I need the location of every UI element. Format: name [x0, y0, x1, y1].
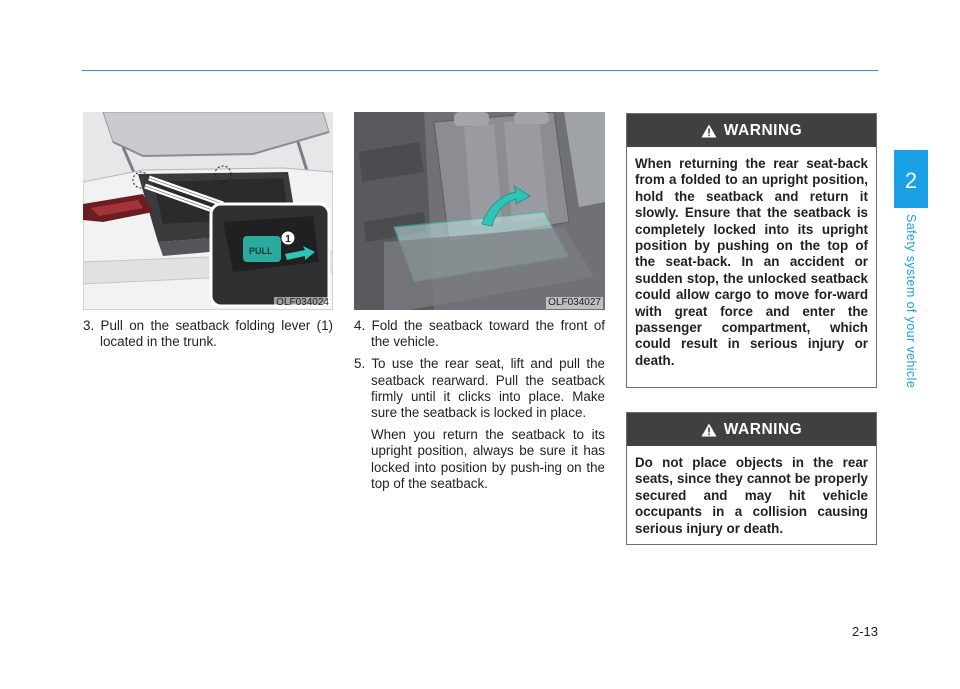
header-rule	[82, 70, 878, 71]
step-5: 5. To use the rear seat, lift and pull the seatback rearward. Pull the seatback firmly until it clicks into place. Make sure the seatback is locked in place.	[354, 356, 605, 421]
chapter-title: Safety system of your vehicle	[904, 214, 918, 389]
warning-triangle-icon	[701, 124, 717, 138]
step-4: 4. Fold the seatback toward the front of the vehicle.	[354, 318, 605, 350]
warning-text: Do not place objects in the rear seats, since they cannot be properly secured and may hit vehicle occupants in a collision causing serious injury or death.	[635, 455, 868, 536]
instructions-column-1	[83, 318, 333, 356]
warning-triangle-icon	[701, 423, 717, 437]
trunk-illustration	[83, 112, 333, 310]
step-5-note: When you return the seatback to its upright position, always be sure it has locked into position by push-ing on the top of the seatback.	[371, 427, 605, 491]
warning-box-rear-seat-objects	[626, 412, 877, 545]
figure-code: OLF034027	[548, 297, 601, 308]
lever-pull-label: PULL	[249, 246, 273, 256]
figure-trunk-lever	[83, 112, 333, 310]
figure-code: OLF034024	[276, 297, 329, 308]
callout-number: 1	[285, 234, 291, 245]
step-3: 3. Pull on the seatback folding lever (1) located in the trunk.	[83, 318, 333, 350]
warning-text: When returning the rear seat-back from a folded to an upright position, hold the seatback and return it slowly. Ensure that the seatback is completely locked into its upright position by pushing on the top of the seat-back. In an accident or sudden stop, the unlocked seatback could allow cargo to move for-ward with great force and enter the passenger compartment, which could result in serious injury or death.	[635, 156, 868, 368]
warning-title: WARNING	[723, 420, 803, 438]
warning-title: WARNING	[723, 121, 803, 139]
instructions-column-2	[354, 318, 605, 492]
warning-header	[627, 413, 876, 446]
page-number: 2-13	[851, 624, 878, 639]
rear-seat-illustration	[354, 112, 605, 310]
chapter-number-tab[interactable]: 2	[894, 150, 928, 208]
warning-header	[627, 114, 876, 147]
warning-box-seatback	[626, 113, 877, 388]
figure-rear-seat-fold	[354, 112, 605, 310]
